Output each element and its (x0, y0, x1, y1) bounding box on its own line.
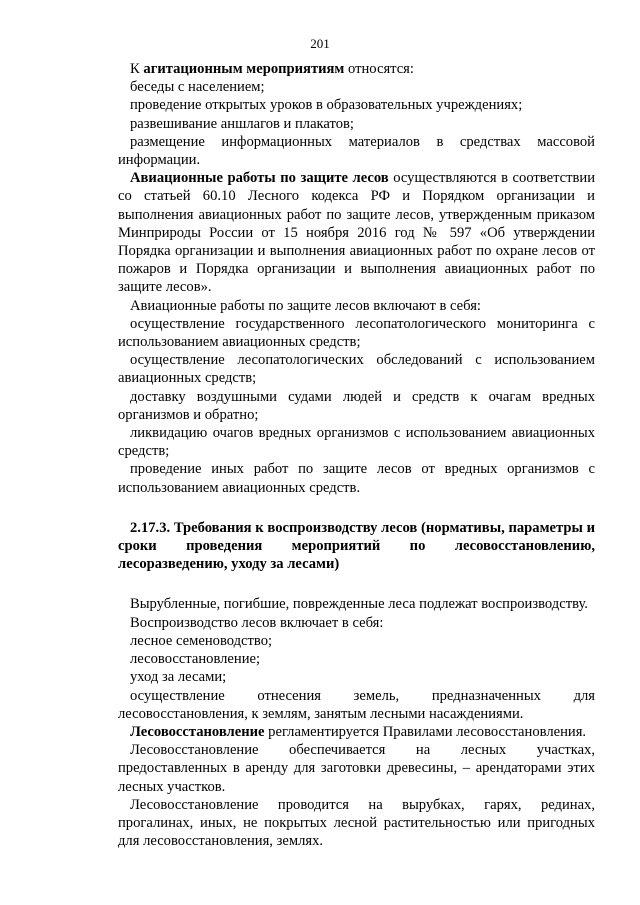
page-number: 201 (310, 36, 330, 51)
reproduction-item: лесовосстановление; (130, 651, 261, 668)
reproduction-includes-intro: Воспроизводство лесов включает в себя: (130, 614, 384, 631)
aviation-paragraph (118, 169, 595, 296)
aviation-item: осуществление государственного лесопатологического мониторинга с использованием авиационных средств; (118, 315, 595, 351)
reforestation-lease-paragraph: Лесовосстановление обеспечивается на лесных участках, предоставленных в аренду для заготовки древесины, – арендаторами этих лесных участков. (118, 742, 595, 795)
aviation-item: доставку воздушными судами людей и средств к очагам вредных организмов и обратно; (118, 388, 595, 423)
aviation-term: Авиационные работы по защите лесов (130, 170, 389, 187)
agitation-item: проведение открытых уроков в образовательных учреждениях; (130, 97, 523, 114)
agitation-intro (118, 60, 595, 78)
agitation-term: агитационным мероприятиям (143, 61, 345, 77)
reforestation-areas-paragraph: Лесовосстановление проводится на вырубках, гарях, рединах, прогалинах, иных, не покрытых лесной растительностью или пригодных для лесовосстановления, землях. (118, 796, 595, 850)
agitation-intro-prefix: К (130, 61, 144, 77)
reforestation-regulation (118, 723, 595, 741)
aviation-text: осуществляются в соответствии со статьей 60.10 Лесного кодекса РФ и Порядком организации и выполнения авиационных работ по защите лесов, утвержденным приказом Минприроды России от 15 ноября 2016 год № 597 «Об утверждении Порядка организации и выполнения авиационных работ по охране лесов от пожаров и Порядка организации и выполнения авиационных работ по защите лесов». (118, 170, 596, 296)
agitation-item: беседы с населением; (130, 79, 265, 96)
agitation-item: размещение информационных материалов в средствах массовой информации. (118, 133, 595, 169)
agitation-item: развешивание аншлагов и плакатов; (130, 115, 354, 132)
reproduction-item: лесное семеноводство; (130, 632, 273, 649)
agitation-intro-suffix: относятся: (344, 61, 414, 77)
aviation-includes-intro: Авиационные работы по защите лесов включают в себя: (130, 297, 481, 314)
reforestation-regulation-text: регламентируется Правилами лесовосстановления. (264, 723, 587, 740)
aviation-item: осуществление лесопатологических обследований с использованием авиационных средств; (118, 352, 595, 387)
reproduction-item: осуществление отнесения земель, предназначенных для лесовосстановления, к землям, занятым лесными насаждениями. (118, 687, 595, 722)
aviation-item: ликвидацию очагов вредных организмов с использованием авиационных средств; (118, 425, 595, 460)
section-heading: 2.17.3. Требования к воспроизводству лесов (нормативы, параметры и сроки проведения мероприятий по лесовосстановлению, лесоразведению, уходу за лесами) (118, 519, 595, 573)
reproduction-paragraph: Вырубленные, погибшие, поврежденные леса подлежат воспроизводству. (130, 596, 588, 613)
reforestation-term: Лесовосстановление (130, 723, 265, 740)
aviation-item: проведение иных работ по защите лесов от вредных организмов с использованием авиационных средств. (118, 461, 595, 496)
reproduction-item: уход за лесами; (130, 669, 227, 686)
document-body (118, 60, 595, 850)
